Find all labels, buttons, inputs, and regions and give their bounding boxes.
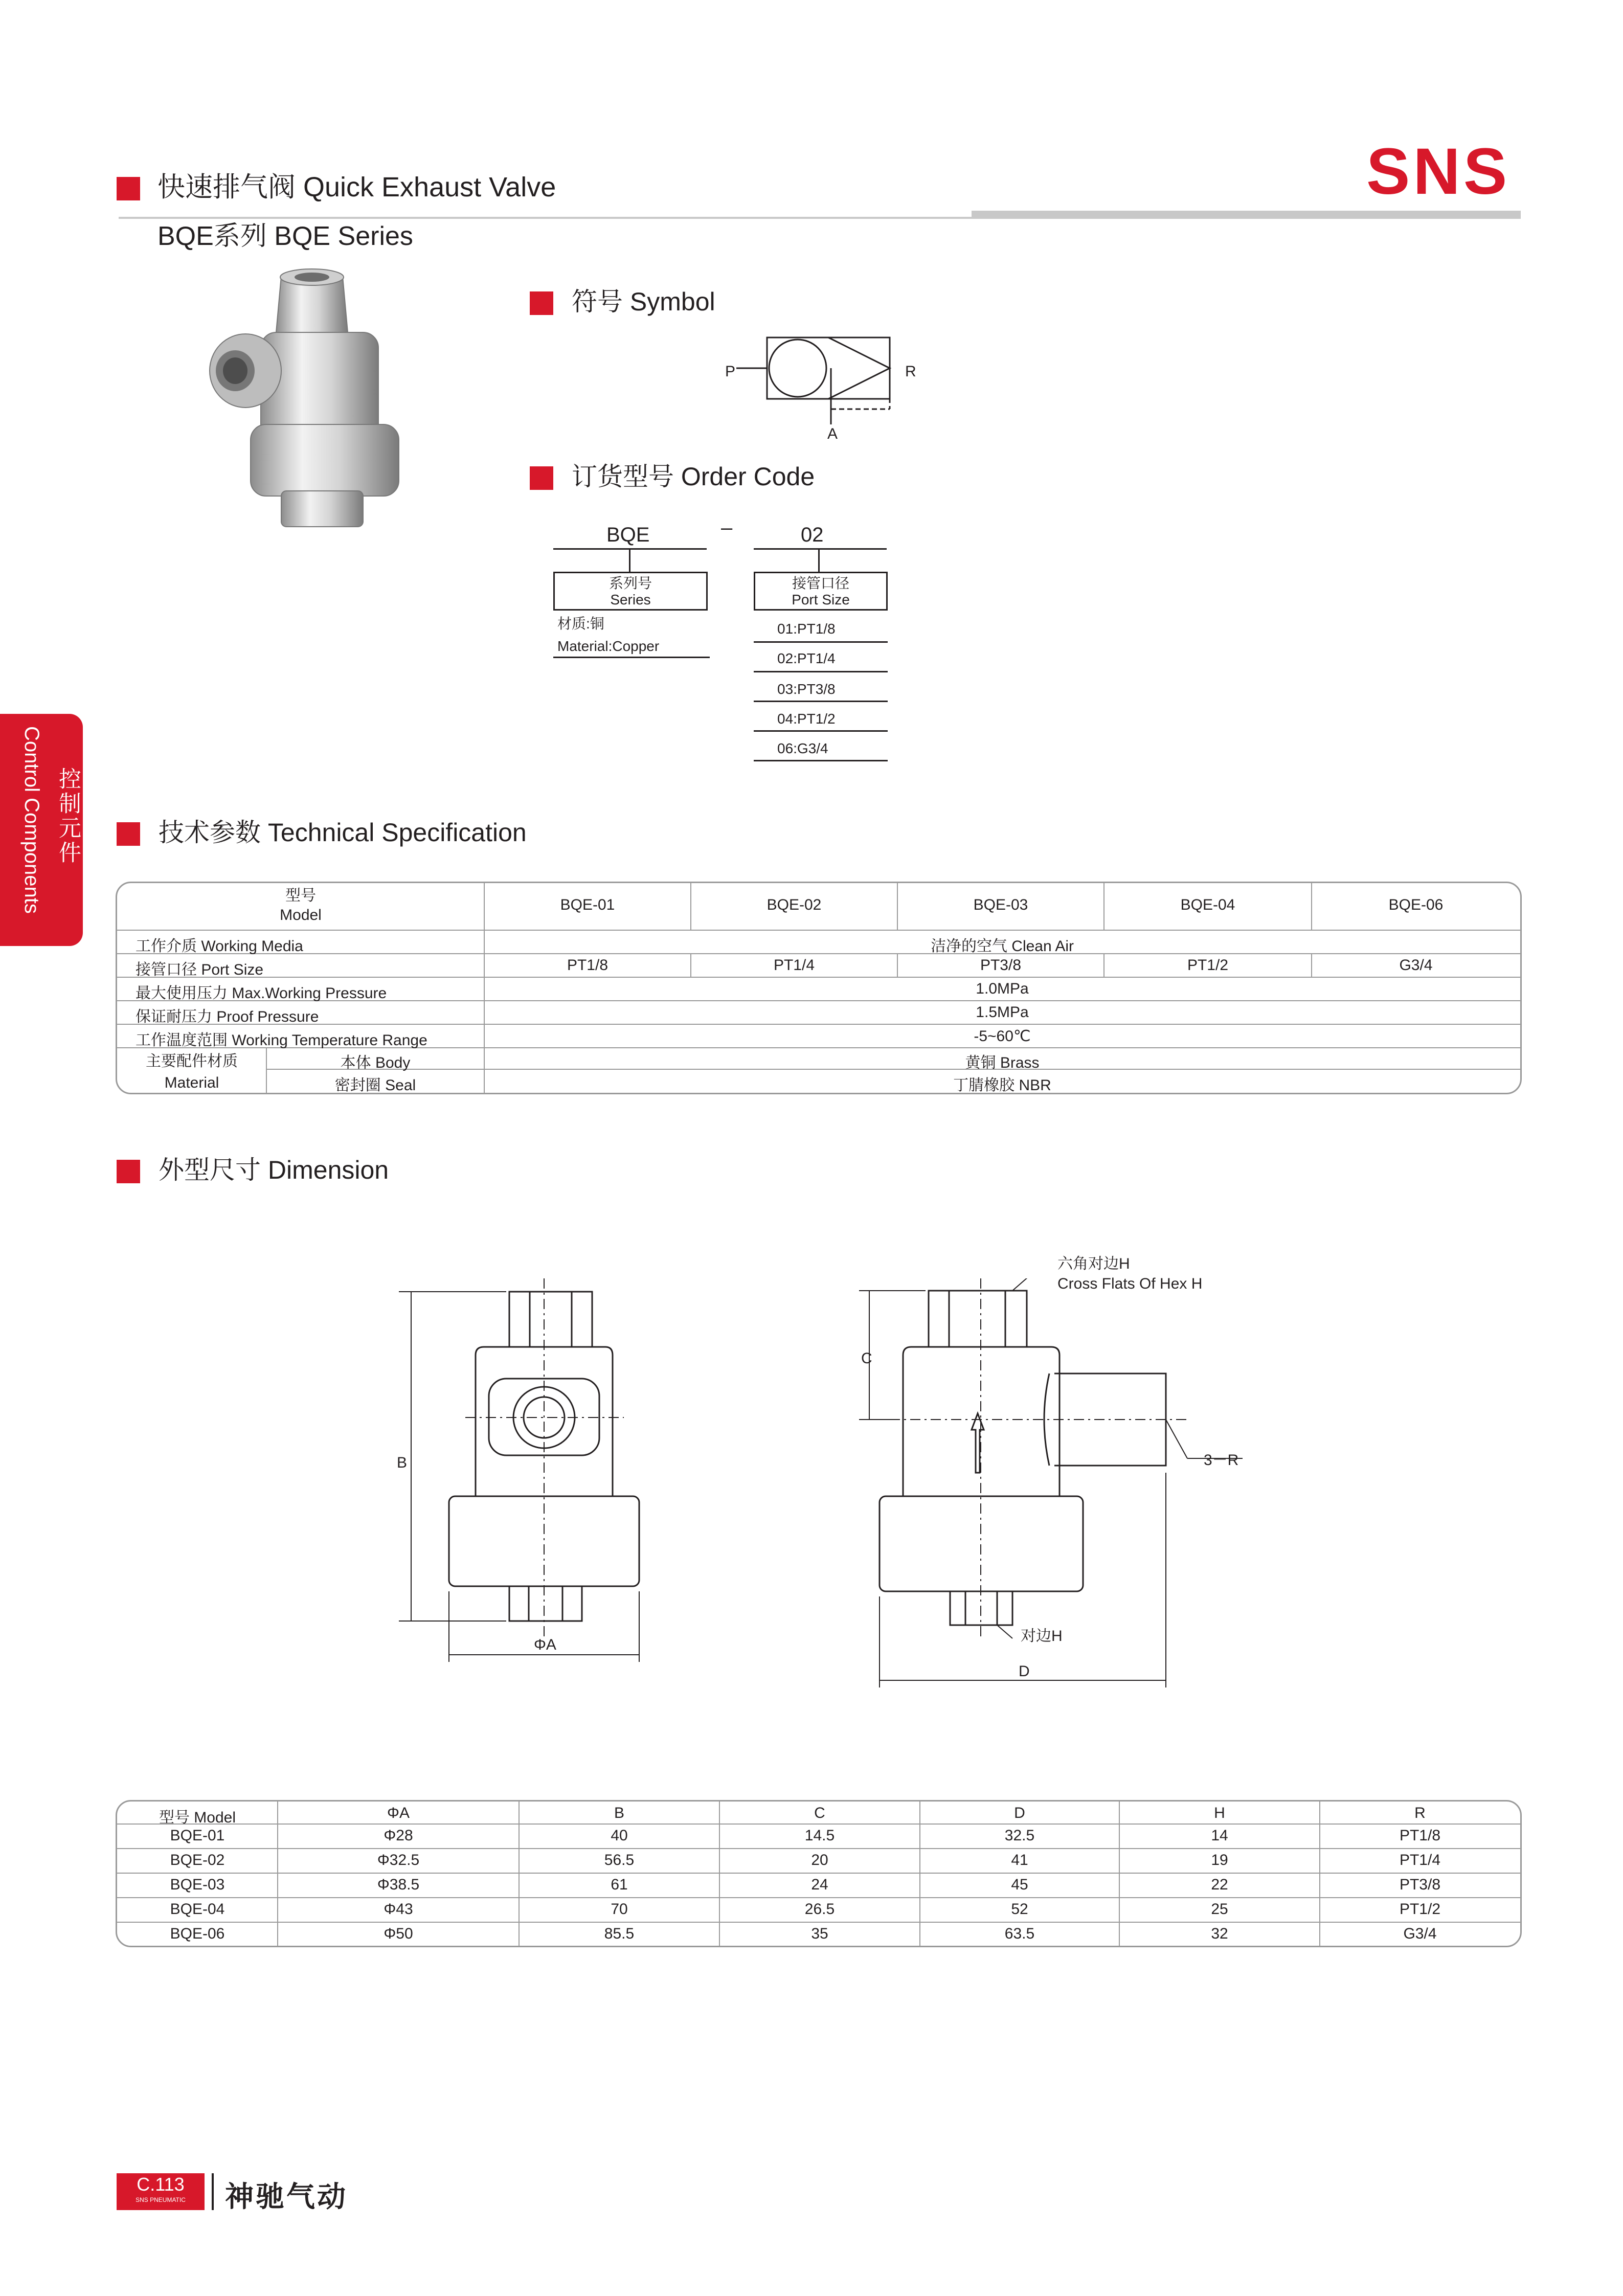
company-name: 神驰气动 bbox=[225, 2180, 348, 2213]
order-code-heading: 订货型号 Order Code bbox=[572, 462, 815, 491]
dimension-cell: 56.5 bbox=[604, 1852, 635, 1869]
series-title: BQE系列 BQE Series bbox=[157, 221, 413, 251]
spec-model-col: BQE-03 bbox=[973, 896, 1028, 913]
spec-material-part: 本体 Body bbox=[340, 1054, 411, 1071]
spec-port-value: PT1/4 bbox=[773, 957, 815, 974]
material-cn: 材质:铜 bbox=[557, 616, 604, 632]
dimension-cell: 24 bbox=[811, 1876, 828, 1893]
dimension-header-cell: 型号 Model bbox=[159, 1809, 236, 1826]
port-option-rule bbox=[754, 671, 888, 672]
spec-model-header bbox=[117, 886, 484, 925]
dimension-cell: PT1/2 bbox=[1399, 1901, 1441, 1918]
port-option-rule bbox=[754, 760, 888, 761]
dimension-cell: 26.5 bbox=[804, 1901, 835, 1918]
dimension-front-view bbox=[389, 1278, 675, 1677]
series-box-cn: 系列号 bbox=[608, 575, 652, 591]
symbol-port-r: R bbox=[905, 363, 916, 380]
dimension-cell: 20 bbox=[811, 1852, 828, 1869]
page-number-badge bbox=[117, 2173, 205, 2210]
port-box-cn: 接管口径 bbox=[792, 575, 849, 591]
dim-label-3r: 3－R bbox=[1204, 1452, 1239, 1469]
dimension-cell: Φ28 bbox=[384, 1827, 413, 1844]
dimension-header-cell: ΦA bbox=[387, 1805, 410, 1821]
spec-row-value: 1.5MPa bbox=[976, 1004, 1029, 1021]
spec-row-label: 保证耐压力 Proof Pressure bbox=[136, 1008, 319, 1025]
dim-label-phi-a: ΦA bbox=[534, 1636, 556, 1653]
series-box bbox=[553, 572, 708, 611]
dimension-table-grid bbox=[117, 1802, 1520, 1946]
side-tab-en: Control Components bbox=[20, 726, 43, 914]
spec-model-col: BQE-04 bbox=[1180, 896, 1235, 913]
dimension-cell: BQE-06 bbox=[170, 1925, 225, 1942]
port-size-box bbox=[754, 572, 888, 611]
spec-row-value: 1.0MPa bbox=[976, 980, 1029, 997]
material-label-cn: 主要配件材质 bbox=[146, 1053, 238, 1070]
dimension-cell: 70 bbox=[611, 1901, 628, 1918]
port-option-rule bbox=[754, 730, 888, 732]
dimension-cell: 63.5 bbox=[1004, 1925, 1035, 1942]
spec-marker bbox=[117, 822, 140, 846]
port-option: 04:PT1/2 bbox=[777, 711, 836, 727]
port-option-rule bbox=[754, 641, 888, 643]
dimension-cell: Φ50 bbox=[384, 1925, 413, 1942]
spec-material-value: 丁腈橡胶 NBR bbox=[953, 1077, 1051, 1094]
symbol-heading: 符号 Symbol bbox=[572, 287, 715, 316]
dimension-cell: 52 bbox=[1011, 1901, 1028, 1918]
dimension-cell: 35 bbox=[811, 1925, 828, 1942]
dimension-cell: Φ38.5 bbox=[377, 1876, 420, 1893]
dimension-cell: 40 bbox=[611, 1827, 628, 1844]
title-marker bbox=[117, 177, 140, 200]
dimension-cell: BQE-03 bbox=[170, 1876, 225, 1893]
port-option: 06:G3/4 bbox=[777, 740, 828, 756]
dimension-cell: PT1/4 bbox=[1399, 1852, 1441, 1869]
dimension-cell: BQE-01 bbox=[170, 1827, 225, 1844]
brand-logo: SNS bbox=[1366, 135, 1511, 208]
order-prefix: BQE bbox=[606, 524, 650, 546]
port-option: 01:PT1/8 bbox=[777, 621, 836, 637]
material-underline bbox=[553, 657, 710, 658]
dimension-table bbox=[116, 1800, 1522, 1947]
dim-label-d: D bbox=[1019, 1663, 1030, 1680]
spec-material-label bbox=[117, 1051, 266, 1094]
port-option-rule bbox=[754, 701, 888, 702]
product-photo bbox=[194, 266, 440, 552]
order-code-underline bbox=[754, 548, 887, 550]
page-number-sub: SNS PNEUMATIC bbox=[136, 2196, 186, 2203]
spec-material-value: 黄铜 Brass bbox=[965, 1054, 1040, 1071]
spec-row-label: 接管口径 Port Size bbox=[136, 961, 264, 978]
dimension-cell: 14.5 bbox=[804, 1827, 835, 1844]
order-code-marker bbox=[530, 466, 553, 490]
dim-label-b: B bbox=[397, 1454, 408, 1471]
material-label-en: Material bbox=[164, 1074, 219, 1091]
dim-label-c: C bbox=[861, 1350, 872, 1367]
dimension-marker bbox=[117, 1160, 140, 1183]
dimension-cell: 61 bbox=[611, 1876, 628, 1893]
spec-port-value: G3/4 bbox=[1399, 957, 1433, 974]
dim-label-flats: 对边H bbox=[1021, 1628, 1063, 1645]
spec-row-label: 最大使用压力 Max.Working Pressure bbox=[136, 985, 387, 1002]
model-header-cn: 型号 bbox=[285, 887, 316, 904]
page-title: 快速排气阀 Quick Exhaust Valve bbox=[157, 172, 556, 202]
dimension-cell: 22 bbox=[1211, 1876, 1228, 1893]
port-option: 03:PT3/8 bbox=[777, 681, 836, 697]
spec-model-col: BQE-01 bbox=[560, 896, 615, 913]
port-option: 02:PT1/4 bbox=[777, 650, 836, 666]
order-code-stem bbox=[818, 548, 820, 572]
spec-row-value: 洁净的空气 Clean Air bbox=[930, 938, 1074, 955]
dimension-cell: 32.5 bbox=[1004, 1827, 1035, 1844]
dimension-cell: 41 bbox=[1011, 1852, 1028, 1869]
dimension-cell: PT1/8 bbox=[1399, 1827, 1441, 1844]
dimension-header-cell: H bbox=[1214, 1805, 1225, 1821]
order-prefix-stem bbox=[629, 548, 630, 572]
dimension-cell: 32 bbox=[1211, 1925, 1228, 1942]
order-code-value: 02 bbox=[801, 524, 824, 546]
dimension-cell: BQE-04 bbox=[170, 1901, 225, 1918]
dimension-cell: G3/4 bbox=[1403, 1925, 1437, 1942]
side-tab-cn: 控制元件 bbox=[55, 767, 80, 865]
spec-row-value: -5~60℃ bbox=[974, 1028, 1031, 1045]
dimension-cell: 25 bbox=[1211, 1901, 1228, 1918]
spec-row-label: 工作介质 Working Media bbox=[136, 938, 303, 955]
symbol-port-a: A bbox=[827, 425, 838, 442]
dim-label-hex-cn: 六角对边H bbox=[1057, 1255, 1130, 1272]
dimension-header-cell: C bbox=[814, 1805, 825, 1821]
spec-port-value: PT3/8 bbox=[980, 957, 1022, 974]
order-dash: – bbox=[721, 516, 733, 539]
valve-symbol bbox=[716, 332, 920, 445]
spec-port-value: PT1/2 bbox=[1187, 957, 1229, 974]
page-number: C.113 bbox=[137, 2174, 185, 2195]
model-header-en: Model bbox=[280, 907, 322, 924]
dimension-heading: 外型尺寸 Dimension bbox=[159, 1156, 389, 1184]
port-box-en: Port Size bbox=[792, 592, 850, 607]
spec-material-part: 密封圈 Seal bbox=[334, 1077, 416, 1094]
dimension-cell: Φ32.5 bbox=[377, 1852, 420, 1869]
spec-heading: 技术参数 Technical Specification bbox=[159, 818, 527, 847]
spec-model-col: BQE-02 bbox=[767, 896, 822, 913]
dimension-cell: PT3/8 bbox=[1399, 1876, 1441, 1893]
header-rule-thin bbox=[119, 217, 1521, 219]
dim-label-hex-en: Cross Flats Of Hex H bbox=[1057, 1275, 1203, 1292]
dimension-header-cell: D bbox=[1014, 1805, 1025, 1821]
series-box-en: Series bbox=[610, 592, 651, 607]
symbol-marker bbox=[530, 291, 553, 315]
dimension-cell: 85.5 bbox=[604, 1925, 635, 1942]
dimension-cell: 19 bbox=[1211, 1852, 1228, 1869]
spec-port-value: PT1/8 bbox=[567, 957, 608, 974]
spec-row-label: 工作温度范围 Working Temperature Range bbox=[136, 1032, 427, 1049]
dimension-cell: 45 bbox=[1011, 1876, 1028, 1893]
symbol-port-p: P bbox=[725, 363, 736, 380]
dimension-cell: Φ43 bbox=[384, 1901, 413, 1918]
dimension-header-cell: R bbox=[1414, 1805, 1426, 1821]
footer-divider bbox=[212, 2173, 214, 2210]
spec-model-col: BQE-06 bbox=[1388, 896, 1444, 913]
dimension-header-cell: B bbox=[614, 1805, 624, 1821]
spec-table bbox=[116, 882, 1522, 1094]
material-en: Material:Copper bbox=[557, 638, 660, 654]
dimension-cell: BQE-02 bbox=[170, 1852, 225, 1869]
dimension-cell: 14 bbox=[1211, 1827, 1228, 1844]
